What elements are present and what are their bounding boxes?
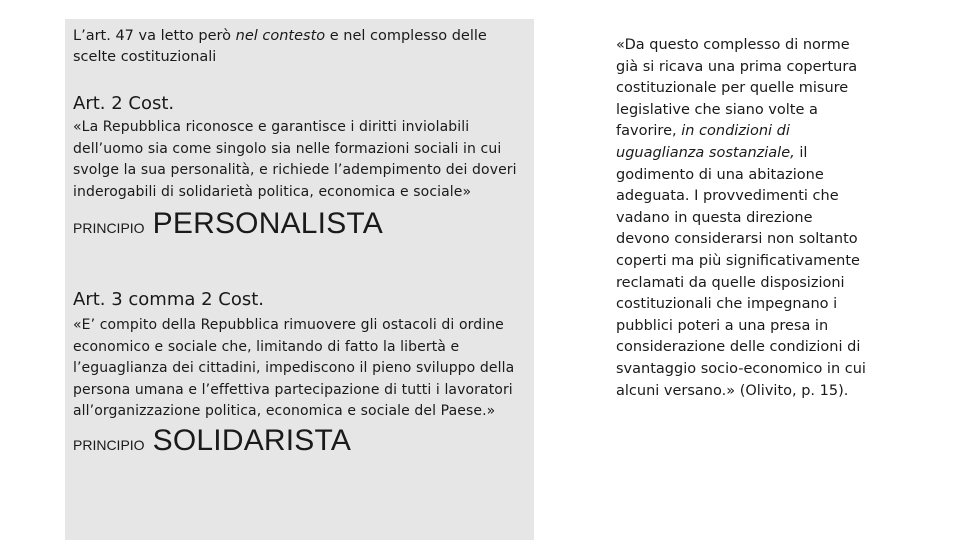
- principle-personalista: [73, 207, 383, 241]
- left-panel: [65, 19, 534, 540]
- principle-name: PERSONALISTA: [152, 207, 383, 240]
- art3-heading: Art. 3 comma 2 Cost.: [73, 289, 265, 310]
- intro-emphasis: nel contesto: [235, 28, 326, 44]
- intro-part1: L’art. 47 va letto però: [73, 28, 236, 44]
- principle-label: PRINCIPIO: [73, 220, 145, 236]
- right-part2: il godimento di una abitazione adeguata. I provvedimenti che vadano in questa direzione devono considerarsi non soltanto coperti ma più significativamente reclamati da quelle disposizioni costituzionali che impegnano i pubblici poteri a una presa in considerazione delle condizioni di svantaggio socio-economico in cui alcuni versano.» (Olivito, p. 15).: [616, 144, 866, 399]
- principle-solidarista: [73, 424, 351, 458]
- art2-quote: «La Repubblica riconosce e garantisce i diritti inviolabili dell’uomo sia come singolo sia nelle formazioni sociali in cui svolge la sua personalità, e richiede l’adempimento dei doveri inderogabili di solidarietà politica, economica e sociale»: [73, 119, 517, 200]
- principle-label: PRINCIPIO: [73, 437, 145, 453]
- right-emphasis: in condizioni di uguaglianza sostanziale,: [616, 123, 795, 161]
- art3-quote: «E’ compito della Repubblica rimuovere gli ostacoli di ordine economico e sociale che, limitando di fatto la libertà e l’eguaglianza dei cittadini, impediscono il pieno sviluppo della persona umana e l’effettiva partecipazione di tutti i lavoratori all’organizzazione politica, economica e sociale del Paese.»: [73, 317, 515, 419]
- right-quote: [616, 35, 866, 402]
- principle-name: SOLIDARISTA: [152, 424, 352, 457]
- intro-text: [73, 26, 523, 68]
- intro-part2: e nel complesso delle scelte costituzionali: [73, 28, 487, 65]
- art2-heading: Art. 2 Cost.: [73, 93, 175, 114]
- right-part1: «Da questo complesso di norme già si ricava una prima copertura costituzionale per quelle misure legislative che siano volte a favorire,: [616, 37, 858, 140]
